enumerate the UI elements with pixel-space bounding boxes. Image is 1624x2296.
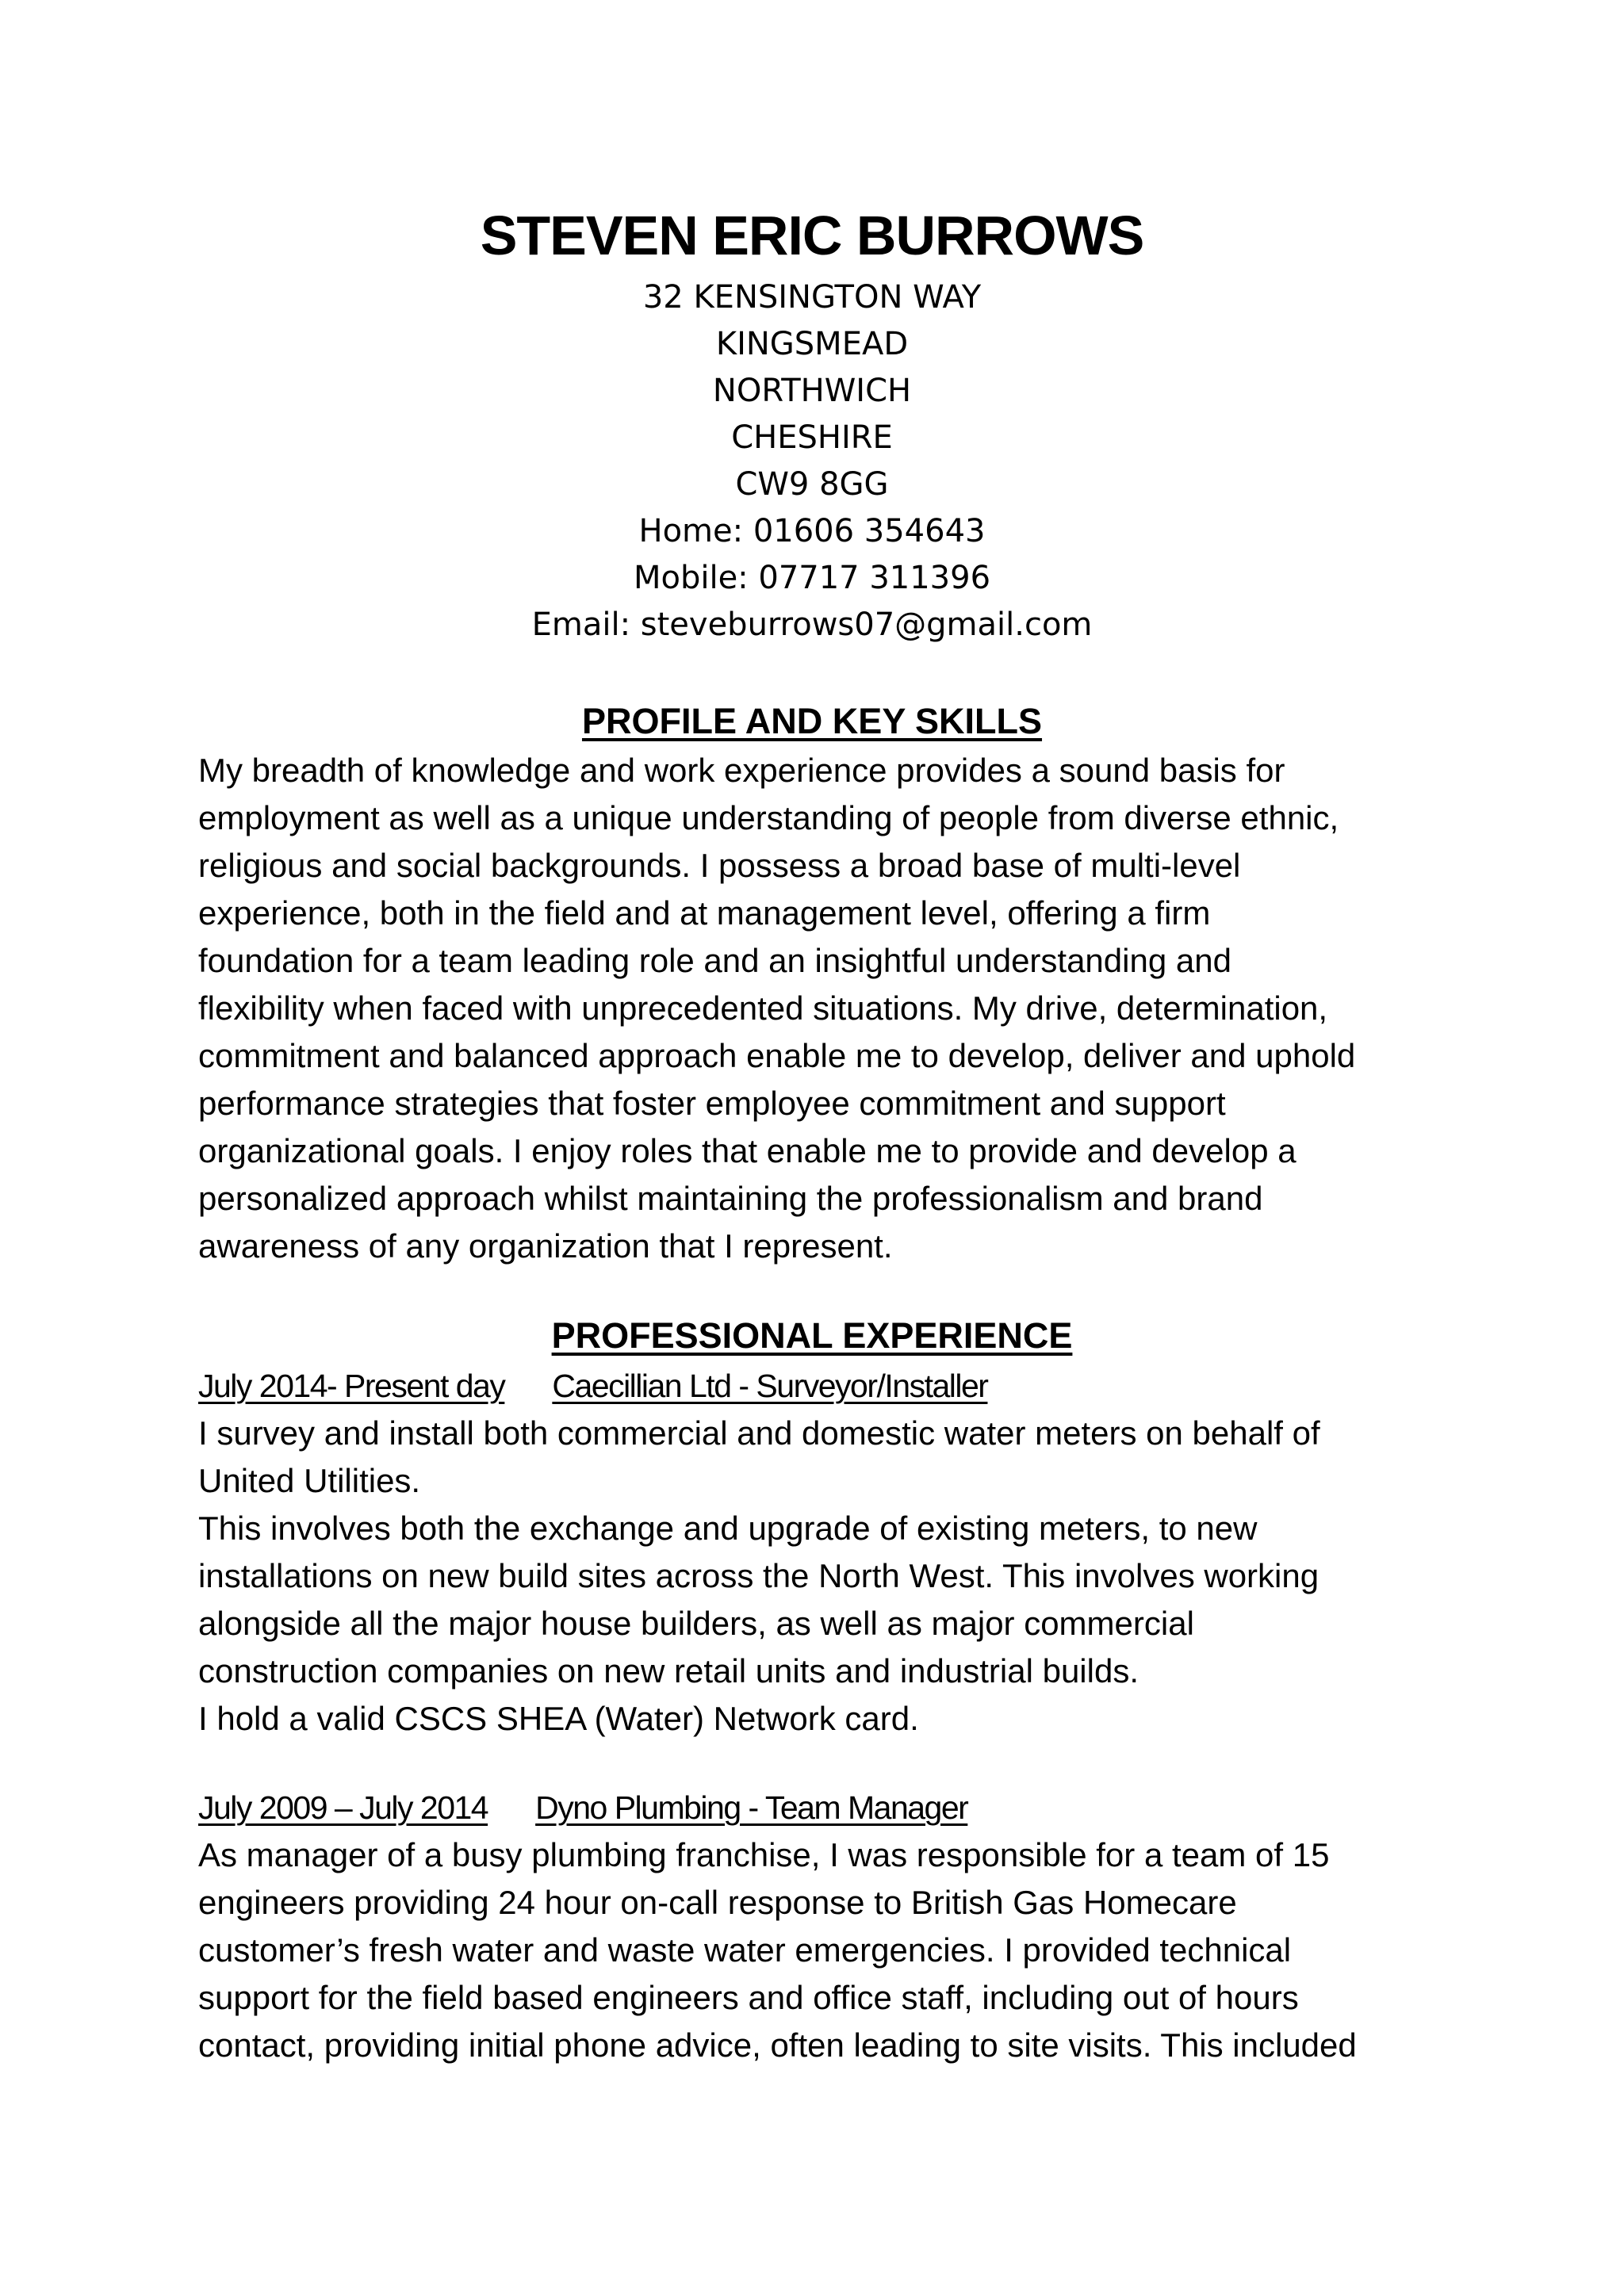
job-line: alongside all the major house builders, as well as major commercial bbox=[198, 1605, 1194, 1642]
home-phone: Home: 01606 354643 bbox=[638, 513, 986, 549]
job-line: installations on new build sites across the North West. This involves working bbox=[198, 1557, 1320, 1594]
job-line: I survey and install both commercial and domestic water meters on behalf of bbox=[198, 1414, 1320, 1452]
profile-line: experience, both in the field and at management level, offering a firm bbox=[198, 894, 1211, 932]
job-line: This involves both the exchange and upgrade of existing meters, to new bbox=[198, 1510, 1258, 1547]
address-line: NORTHWICH bbox=[712, 373, 912, 409]
job-description bbox=[198, 1410, 1435, 1743]
address-line: 32 KENSINGTON WAY bbox=[642, 279, 982, 316]
job-description bbox=[198, 1831, 1435, 2069]
profile-line: employment as well as a unique understanding of people from diverse ethnic, bbox=[198, 799, 1339, 836]
job-line: As manager of a busy plumbing franchise, I was responsible for a team of 15 bbox=[198, 1836, 1330, 1873]
job-line: I hold a valid CSCS SHEA (Water) Network card. bbox=[198, 1700, 919, 1737]
profile-line: commitment and balanced approach enable me to develop, deliver and uphold bbox=[198, 1037, 1356, 1074]
postcode: CW9 8GG bbox=[735, 466, 889, 503]
job-role: Caecillian Ltd - Surveyor/Installer bbox=[552, 1368, 988, 1404]
profile-heading bbox=[0, 698, 1624, 745]
job-line: engineers providing 24 hour on-call response to British Gas Homecare bbox=[198, 1884, 1237, 1921]
profile-line: personalized approach whilst maintaining the professionalism and brand bbox=[198, 1180, 1263, 1217]
profile-line: My breadth of knowledge and work experience provides a sound basis for bbox=[198, 752, 1285, 789]
contact-block bbox=[0, 274, 1624, 649]
address-line: KINGSMEAD bbox=[715, 326, 909, 362]
experience-heading-text: PROFESSIONAL EXPERIENCE bbox=[551, 1315, 1073, 1356]
job-heading bbox=[198, 1362, 987, 1410]
candidate-name: STEVEN ERIC BURROWS bbox=[480, 205, 1144, 266]
mobile-phone: Mobile: 07717 311396 bbox=[633, 560, 991, 596]
job-line: customer’s fresh water and waste water emergencies. I provided technical bbox=[198, 1931, 1292, 1969]
job-line: United Utilities. bbox=[198, 1462, 421, 1499]
job-dates: July 2009 – July 2014 bbox=[198, 1789, 488, 1826]
profile-line: awareness of any organization that I represent. bbox=[198, 1227, 893, 1265]
profile-line: religious and social backgrounds. I possess a broad base of multi-level bbox=[198, 847, 1241, 884]
email-address: Email: steveburrows07@gmail.com bbox=[531, 607, 1093, 643]
address-line: CHESHIRE bbox=[731, 419, 893, 456]
job-heading bbox=[198, 1784, 967, 1831]
profile-line: foundation for a team leading role and an insightful understanding and bbox=[198, 942, 1231, 979]
job-dates: July 2014- Present day bbox=[198, 1368, 505, 1404]
profile-paragraph bbox=[198, 747, 1435, 1270]
profile-line: performance strategies that foster employee commitment and support bbox=[198, 1085, 1226, 1122]
job-line: contact, providing initial phone advice, often leading to site visits. This included bbox=[198, 2026, 1357, 2064]
job-line: support for the field based engineers and office staff, including out of hours bbox=[198, 1979, 1299, 2016]
job-role: Dyno Plumbing - Team Manager bbox=[535, 1789, 968, 1826]
job-line: construction companies on new retail units and industrial builds. bbox=[198, 1652, 1139, 1689]
experience-heading bbox=[0, 1312, 1624, 1360]
profile-line: flexibility when faced with unprecedented situations. My drive, determination, bbox=[198, 989, 1328, 1027]
profile-line: organizational goals. I enjoy roles that enable me to provide and develop a bbox=[198, 1132, 1297, 1169]
profile-heading-text: PROFILE AND KEY SKILLS bbox=[581, 701, 1043, 741]
